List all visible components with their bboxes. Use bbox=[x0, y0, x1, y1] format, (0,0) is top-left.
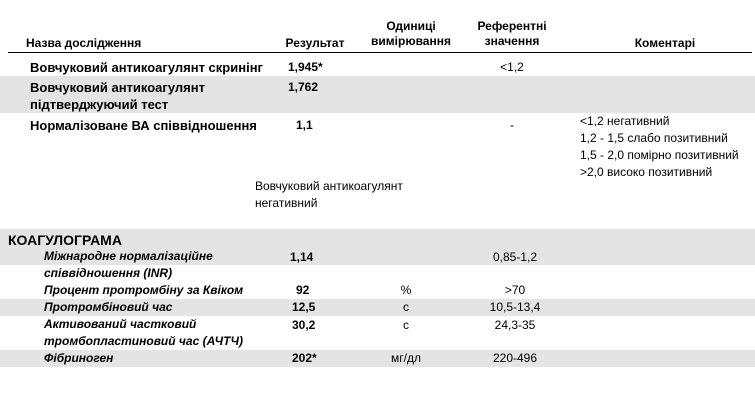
comment-line: 1,2 - 1,5 слабо позитивний bbox=[580, 131, 728, 145]
header-reference: Референтні значення bbox=[477, 19, 547, 48]
coag-test-reference: 24,3-35 bbox=[494, 318, 536, 332]
coag-test-units: мг/дл bbox=[391, 351, 421, 365]
coag-test-result: 30,2 bbox=[292, 318, 316, 332]
comment-line: 1,5 - 2,0 помірно позитивний bbox=[580, 148, 739, 162]
coag-test-reference: 0,85-1,2 bbox=[492, 250, 538, 264]
coag-test-result: 12,5 bbox=[292, 300, 316, 314]
test-name: Вовчуковий антикоагулянт підтверджуючий тест bbox=[30, 80, 205, 112]
coag-test-units: с bbox=[403, 318, 409, 332]
coag-test-name: Міжнародне нормалізаційне співвідношення (INR) bbox=[44, 249, 213, 280]
coag-test-result: 202* bbox=[292, 351, 317, 365]
header-units: Одиниці вимірювання bbox=[371, 19, 451, 48]
header-result: Результат bbox=[285, 36, 345, 50]
coag-test-name: Активований частковий тромбопластиновий час (АЧТЧ) bbox=[44, 317, 243, 348]
coag-test-result: 1,14 bbox=[290, 250, 314, 264]
header-name: Назва дослідження bbox=[26, 36, 142, 50]
coag-test-units: с bbox=[403, 300, 409, 314]
coag-test-name: Фібриноген bbox=[44, 351, 114, 365]
test-name: Вовчуковий антикоагулянт скринінг bbox=[30, 60, 263, 75]
test-result: 1,1 bbox=[296, 118, 313, 132]
comment-line: <1,2 негативний bbox=[580, 114, 670, 128]
coag-test-result: 92 bbox=[296, 283, 310, 297]
test-result: 1,762 bbox=[288, 80, 319, 94]
header-divider bbox=[8, 52, 752, 53]
section-title: КОАГУЛОГРАМА bbox=[8, 232, 122, 248]
coag-test-name: Протромбіновий час bbox=[44, 300, 173, 314]
coag-test-reference: 10,5-13,4 bbox=[489, 300, 541, 314]
coag-test-units: % bbox=[400, 283, 412, 297]
comment-line: >2,0 високо позитивний bbox=[580, 165, 713, 179]
coag-test-name: Процент протромбіну за Квіком bbox=[44, 283, 244, 297]
test-name: Нормалізоване ВА співвідношення bbox=[30, 118, 257, 133]
test-reference: - bbox=[510, 118, 514, 132]
test-reference: <1,2 bbox=[500, 60, 524, 74]
header-comments: Коментарі bbox=[634, 36, 696, 50]
test-result: 1,945* bbox=[288, 60, 323, 74]
coag-test-reference: 220-496 bbox=[492, 351, 538, 365]
test-comments bbox=[580, 113, 755, 181]
coag-test-reference: >70 bbox=[504, 283, 526, 297]
conclusion-text: Вовчуковий антикоагулянт негативний bbox=[255, 179, 403, 210]
